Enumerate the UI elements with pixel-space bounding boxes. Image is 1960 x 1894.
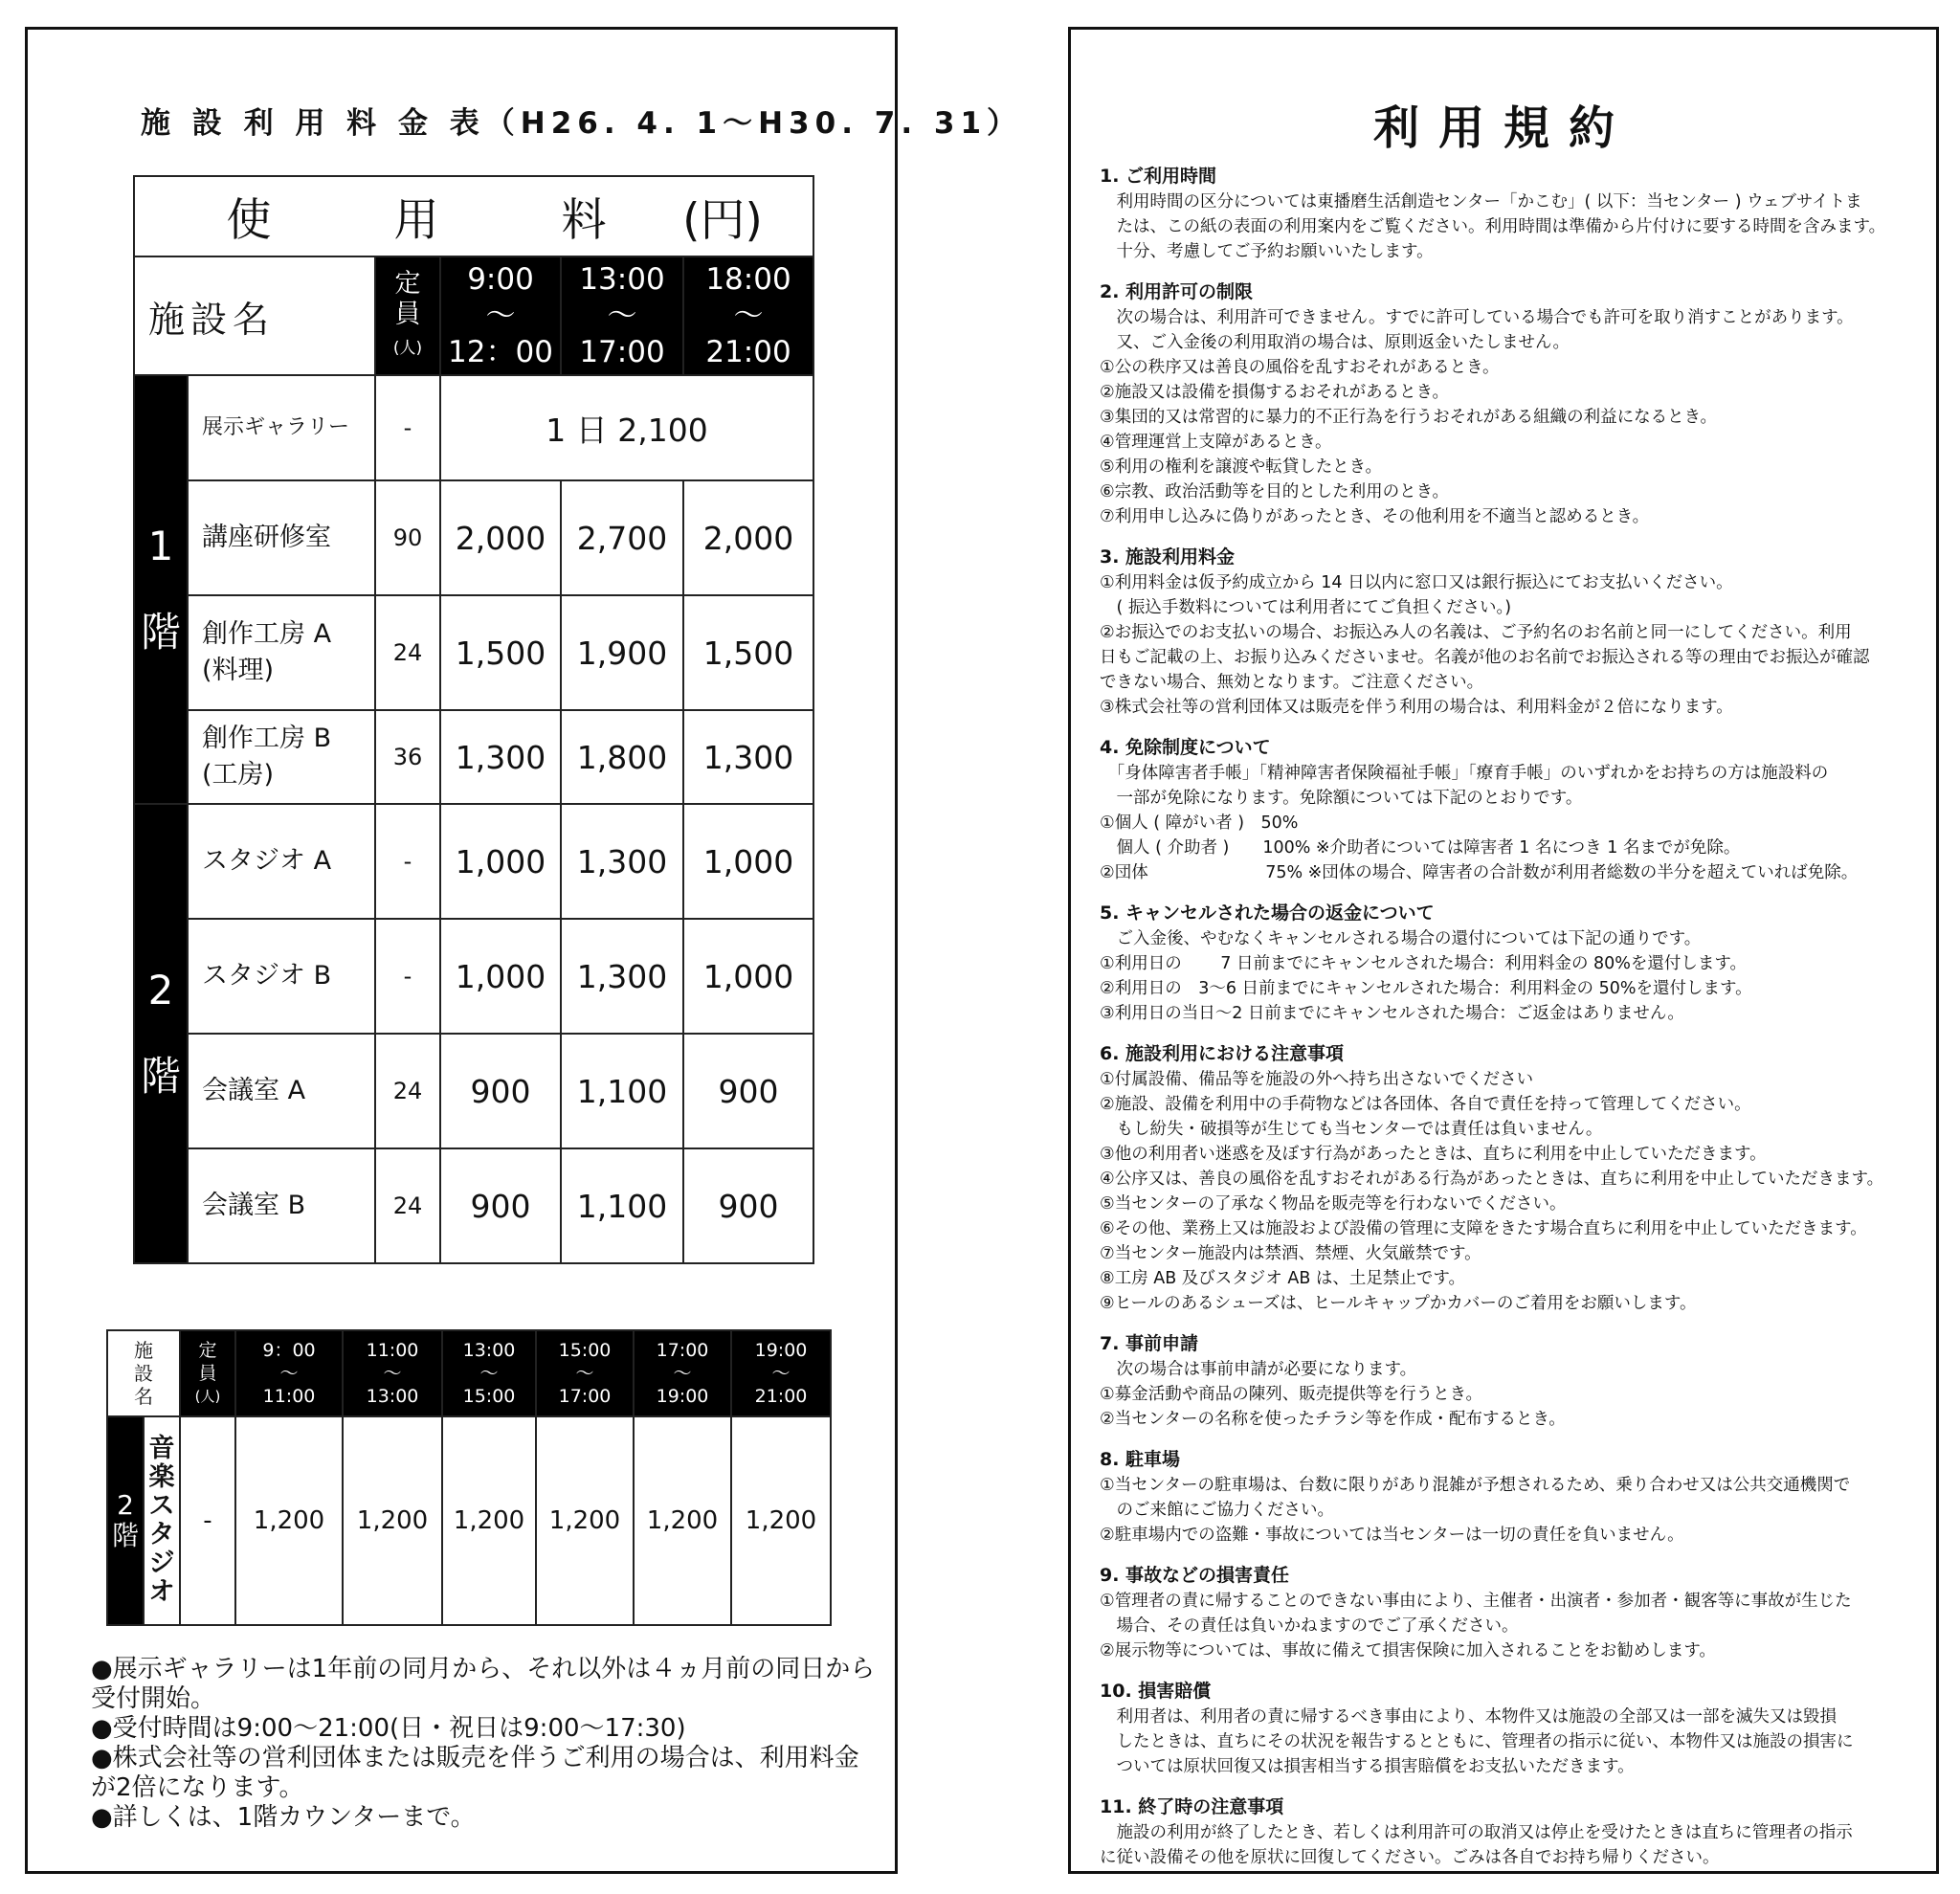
terms-line: ①公の秩序又は善良の風俗を乱すおそれがあるとき。 — [1100, 358, 1500, 377]
terms-line: ③利用日の当日〜2 日前までにキャンセルされた場合：ご返金はありません。 — [1100, 1004, 1684, 1023]
facility-name-main: 創作工房 B — [202, 724, 332, 753]
room-char: 楽 — [148, 1462, 175, 1492]
facility-name-header: 施設名 — [134, 256, 375, 375]
price-cell: 900 — [683, 1148, 813, 1263]
terms-line: ⑤利用の権利を譲渡や転貸したとき。 — [1100, 457, 1382, 477]
slot-header-evening — [683, 256, 813, 375]
slot-tilde: 〜 — [673, 1363, 692, 1384]
floor-number: 2 — [147, 967, 174, 1014]
slot-end: 17:00 — [558, 1386, 612, 1407]
banner-char: 用 — [393, 193, 439, 247]
header-char: 員 — [198, 1363, 217, 1384]
terms-line: ( 振込手数料については利用者にてご負担ください。) — [1100, 598, 1512, 617]
terms-line: ⑤当センターの了承なく物品を販売等を行わないでください。 — [1100, 1194, 1567, 1214]
facility-name — [188, 595, 375, 710]
terms-line: したときは、直ちにその状況を報告するとともに、管理者の指示に従い、本物件又は施設の損害に — [1100, 1732, 1854, 1751]
terms-panel — [1068, 27, 1939, 1874]
banner-char: 使 — [226, 193, 272, 247]
fee-notes — [91, 1655, 895, 1833]
slot-start: 9:00 — [467, 262, 534, 297]
terms-line: ①募金活動や商品の陳列、販売提供等を行うとき。 — [1100, 1385, 1482, 1404]
music-capacity-header — [180, 1330, 235, 1416]
price-cell: 1,000 — [440, 804, 561, 919]
terms-section — [1100, 1794, 1923, 1870]
terms-line: ②駐車場内での盗難・事故については当センターは一切の責任を負いません。 — [1100, 1526, 1684, 1545]
capacity-cell: 36 — [375, 710, 440, 804]
price-cell: 1,300 — [683, 710, 813, 804]
terms-section — [1100, 1563, 1923, 1663]
slot-start: 15:00 — [558, 1340, 612, 1361]
terms-line: ①利用料金は仮予約成立から 14 日以内に窓口又は銀行振込にてお支払いください。 — [1100, 573, 1733, 592]
terms-line: もし紛失・破損等が生じても当センターでは責任は負いません。 — [1100, 1120, 1603, 1139]
terms-line: 十分、考慮してご予約お願いいたします。 — [1100, 242, 1434, 261]
slot-tilde: 〜 — [607, 299, 637, 333]
terms-line: ご入金後、やむなくキャンセルされる場合の還付については下記の通りです。 — [1100, 929, 1702, 948]
banner-char: 料 — [561, 193, 607, 247]
terms-line: ①個人 ( 障がい者 ) 50% — [1100, 813, 1299, 833]
music-slot-header — [235, 1330, 343, 1416]
slot-end: 21:00 — [705, 335, 791, 369]
table-row-gallery — [134, 375, 813, 480]
slot-end: 19:00 — [656, 1386, 709, 1407]
capacity-header-unit: (人) — [392, 338, 423, 358]
capacity-cell: - — [375, 919, 440, 1034]
terms-section-heading: 8. 駐車場 — [1100, 1449, 1181, 1470]
terms-section-heading: 2. 利用許可の制限 — [1100, 281, 1254, 302]
terms-section — [1100, 735, 1923, 885]
slot-start: 17:00 — [656, 1340, 709, 1361]
music-data-row — [107, 1416, 831, 1625]
terms-line: ②施設、設備を利用中の手荷物などは各団体、各自で責任を持って管理してください。 — [1100, 1095, 1751, 1114]
gallery-price-cell: 1 日 2,100 — [440, 375, 813, 480]
terms-section — [1100, 1041, 1923, 1316]
terms-line: 又、ご入金後の利用取消の場合は、原則返金いたしません。 — [1100, 333, 1570, 352]
price-cell: 1,200 — [442, 1416, 536, 1625]
price-cell: 2,000 — [440, 480, 561, 595]
room-char: タ — [148, 1520, 175, 1549]
terms-line: ②展示物等については、事故に備えて損害保険に加入されることをお勧めします。 — [1100, 1641, 1716, 1660]
capacity-cell: 24 — [375, 595, 440, 710]
music-slot-header — [536, 1330, 634, 1416]
floor-label-1f — [134, 375, 188, 804]
price-cell: 1,000 — [440, 919, 561, 1034]
terms-section — [1100, 1679, 1923, 1779]
note-line: ●展示ギャラリーは1年前の同月から、それ以外は４ヵ月前の同日から — [91, 1655, 876, 1683]
note-line: ●詳しくは、1階カウンターまで。 — [91, 1803, 476, 1832]
price-cell: 1,500 — [683, 595, 813, 710]
table-row — [134, 919, 813, 1034]
terms-line: できない場合、無効となります。ご注意ください。 — [1100, 673, 1484, 692]
slot-end: 15:00 — [462, 1386, 516, 1407]
music-facility-header — [107, 1330, 180, 1416]
slot-end: 17:00 — [579, 335, 665, 369]
capacity-header — [375, 256, 440, 375]
music-header-row — [107, 1330, 831, 1416]
terms-line: 日もご記載の上、お振り込みくださいませ。名義が他のお名前でお振込される等の理由でお振込が確認 — [1100, 648, 1870, 667]
price-cell: 1,500 — [440, 595, 561, 710]
capacity-cell: 24 — [375, 1148, 440, 1263]
header-char: 施 — [134, 1339, 153, 1362]
slot-tilde: 〜 — [279, 1363, 299, 1384]
terms-line: ⑨ヒールのあるシューズは、ヒールキャップかカバーのご着用をお願いします。 — [1100, 1294, 1697, 1313]
terms-line: ⑦利用申し込みに偽りがあったとき、その他利用を不適当と認めるとき。 — [1100, 507, 1650, 526]
floor-suffix: 階 — [140, 1053, 181, 1100]
header-unit: (人) — [194, 1388, 221, 1405]
price-cell: 1,200 — [634, 1416, 731, 1625]
table-row — [134, 1034, 813, 1148]
facility-name: スタジオ B — [188, 919, 375, 1034]
price-cell: 1,000 — [683, 804, 813, 919]
terms-section-heading: 1. ご利用時間 — [1100, 166, 1217, 187]
price-cell: 1,300 — [561, 804, 683, 919]
room-char: オ — [148, 1577, 175, 1607]
price-cell: 2,700 — [561, 480, 683, 595]
slot-start: 13:00 — [462, 1340, 516, 1361]
music-studio-name — [144, 1416, 180, 1625]
terms-line: ①利用日の 7 日前までにキャンセルされた場合：利用料金の 80%を還付します。 — [1100, 954, 1748, 973]
capacity-header-line: 定 — [394, 268, 421, 299]
terms-line: 個人 ( 介助者 ) 100% ※介助者については障害者 1 名につき 1 名までが免除。 — [1100, 838, 1741, 858]
terms-section-heading: 3. 施設利用料金 — [1100, 546, 1236, 568]
terms-line: 施設の利用が終了したとき、若しくは利用許可の取消又は停止を受けたときは直ちに管理者の指示 — [1100, 1823, 1853, 1842]
price-cell: 900 — [440, 1034, 561, 1148]
terms-line: 「身体障害者手帳」「精神障害者保険福祉手帳」「療育手帳」のいずれかをお持ちの方は施設料の — [1100, 764, 1829, 783]
terms-line: ⑥その他、業務上又は施設および設備の管理に支障をきたす場合直ちに利用を中止していただきます。 — [1100, 1219, 1867, 1238]
terms-line: 次の場合は事前申請が必要になります。 — [1100, 1360, 1417, 1379]
terms-line: のご来館にご協力ください。 — [1100, 1501, 1334, 1520]
terms-line: ③集団的又は常習的に暴力的不正行為を行うおそれがある組織の利益になるとき。 — [1100, 408, 1717, 427]
table-row — [134, 480, 813, 595]
terms-section-heading: 4. 免除制度について — [1100, 737, 1271, 758]
terms-title: 利用規約 — [1372, 101, 1634, 155]
terms-line: ③株式会社等の営利団体又は販売を伴う利用の場合は、利用料金が２倍になります。 — [1100, 698, 1733, 717]
slot-end: 21:00 — [754, 1386, 808, 1407]
facility-name-main: 創作工房 A — [202, 619, 332, 649]
slot-tilde: 〜 — [733, 299, 764, 333]
floor-number: 1 — [147, 523, 174, 569]
note-line: 受付開始。 — [91, 1684, 216, 1713]
music-studio-fee-table — [106, 1329, 832, 1626]
slot-header-morning — [440, 256, 561, 375]
fee-banner — [134, 176, 813, 256]
music-slot-header — [442, 1330, 536, 1416]
terms-line: ②利用日の 3〜6 日前までにキャンセルされた場合：利用料金の 50%を還付します。 — [1100, 979, 1752, 998]
facility-name: スタジオ A — [188, 804, 375, 919]
price-cell: 1,200 — [343, 1416, 442, 1625]
terms-line: ④公序又は、善良の風俗を乱すおそれがある行為があったときは、直ちに利用を中止していただきます。 — [1100, 1170, 1884, 1189]
price-cell: 900 — [683, 1034, 813, 1148]
price-cell: 900 — [440, 1148, 561, 1263]
terms-line: ④管理運営上支障があるとき。 — [1100, 433, 1332, 452]
slot-start: 18:00 — [705, 262, 791, 297]
slot-end: 11:00 — [262, 1386, 316, 1407]
terms-line: に従い設備その他を原状に回復してください。ごみは各自でお持ち帰りください。 — [1100, 1848, 1720, 1867]
price-cell: 1,100 — [561, 1148, 683, 1263]
table-row — [134, 804, 813, 919]
price-cell: 1,100 — [561, 1034, 683, 1148]
terms-line: 場合、その責任は負いかねますのでご了承ください。 — [1100, 1616, 1519, 1636]
terms-section-heading: 11. 終了時の注意事項 — [1100, 1796, 1284, 1817]
terms-line: ⑥宗教、政治活動等を目的とした利用のとき。 — [1100, 482, 1449, 501]
price-cell: 1,300 — [561, 919, 683, 1034]
price-cell: 1,200 — [536, 1416, 634, 1625]
terms-line: ⑧工房 AB 及びスタジオ AB は、土足禁止です。 — [1100, 1269, 1465, 1288]
terms-line: 一部が免除になります。免除額については下記のとおりです。 — [1100, 789, 1583, 808]
terms-line: ①当センターの駐車場は、台数に限りがあり混雑が予想されるため、乗り合わせ又は公共交通機関で — [1100, 1476, 1851, 1495]
terms-line: ②当センターの名称を使ったチラシ等を作成・配布するとき。 — [1100, 1410, 1566, 1429]
facility-name-sub: (料理) — [202, 656, 275, 685]
music-slot-header — [343, 1330, 442, 1416]
terms-section — [1100, 279, 1923, 529]
price-cell: 2,000 — [683, 480, 813, 595]
slot-end: 13:00 — [366, 1386, 419, 1407]
price-cell: 1,300 — [440, 710, 561, 804]
terms-section — [1100, 901, 1923, 1026]
note-line: ●受付時間は9:00〜21:00(日・祝日は9:00〜17:30) — [91, 1714, 686, 1743]
capacity-cell: 90 — [375, 480, 440, 595]
music-slot-header — [634, 1330, 731, 1416]
terms-line: 次の場合は、利用許可できません。すでに許可している場合でも許可を取り消すことがあります。 — [1100, 308, 1854, 327]
fee-banner-row — [134, 176, 813, 256]
capacity-header-line: 員 — [394, 299, 421, 329]
price-cell: 1,000 — [683, 919, 813, 1034]
room-char: ジ — [148, 1549, 175, 1578]
terms-section-heading: 6. 施設利用における注意事項 — [1100, 1043, 1345, 1064]
price-cell: 1,200 — [731, 1416, 831, 1625]
facility-name: 講座研修室 — [188, 480, 375, 595]
table-row — [134, 1148, 813, 1263]
slot-tilde: 〜 — [383, 1363, 402, 1384]
facility-name: 展示ギャラリー — [188, 375, 375, 480]
slot-start: 11:00 — [366, 1340, 419, 1361]
terms-section-heading: 9. 事故などの損害責任 — [1100, 1565, 1290, 1586]
header-char: 定 — [198, 1340, 217, 1361]
slot-start: 9：00 — [262, 1340, 316, 1361]
slot-end: 12：00 — [448, 335, 553, 369]
terms-section-heading: 10. 損害賠償 — [1100, 1681, 1212, 1702]
slot-start: 19:00 — [754, 1340, 808, 1361]
terms-line: 利用時間の区分については東播磨生活創造センター「かこむ」( 以下：当センター ) ウェブサイトま — [1100, 192, 1862, 212]
price-cell: 1,800 — [561, 710, 683, 804]
terms-section — [1100, 164, 1923, 264]
capacity-cell: 24 — [375, 1034, 440, 1148]
terms-section-heading: 7. 事前申請 — [1100, 1333, 1199, 1354]
capacity-cell: - — [375, 804, 440, 919]
terms-section — [1100, 545, 1923, 720]
room-char: ス — [148, 1491, 175, 1521]
terms-line: ②施設又は設備を損傷するおそれがあるとき。 — [1100, 383, 1449, 402]
slot-tilde: 〜 — [479, 1363, 499, 1384]
floor-number: 2 — [117, 1489, 134, 1521]
floor-label-2f — [134, 804, 188, 1263]
fee-sheet-panel — [25, 27, 1023, 1874]
capacity-cell: - — [180, 1416, 235, 1625]
room-char: 音 — [148, 1434, 175, 1463]
facility-name-sub: (工房) — [202, 760, 275, 790]
terms-section — [1100, 1447, 1923, 1548]
fee-header-row — [134, 256, 813, 375]
music-slot-header — [731, 1330, 831, 1416]
facility-name: 会議室 B — [188, 1148, 375, 1263]
slot-tilde: 〜 — [575, 1363, 594, 1384]
facility-name — [188, 710, 375, 804]
terms-line: ①管理者の責に帰することのできない事由により、主催者・出演者・参加者・観客等に事故が生じた — [1100, 1592, 1852, 1611]
terms-line: 利用者は、利用者の責に帰するべき事由により、本物件又は施設の全部又は一部を滅失又は毀損 — [1100, 1707, 1837, 1727]
slot-tilde: 〜 — [485, 299, 516, 333]
terms-body — [1100, 164, 1923, 1885]
terms-section-heading: 5. キャンセルされた場合の返金について — [1100, 902, 1435, 924]
floor-suffix: 階 — [140, 609, 181, 656]
terms-line: ③他の利用者い迷惑を及ぼす行為があったときは、直ちに利用を中止していただきます。 — [1100, 1145, 1767, 1164]
price-cell: 1,200 — [235, 1416, 343, 1625]
banner-char: (円) — [682, 193, 763, 247]
fee-sheet-title: 施 設 利 用 料 金 表（H26. 4. 1〜H30. 7. 31） — [141, 106, 1023, 141]
terms-line: ②団体 75% ※団体の場合、障害者の合計数が利用者総数の半分を超えていれば免除。 — [1100, 863, 1859, 882]
slot-header-afternoon — [561, 256, 683, 375]
slot-tilde: 〜 — [771, 1363, 791, 1384]
terms-section — [1100, 1331, 1923, 1432]
main-fee-table — [133, 175, 814, 1264]
music-floor-label — [107, 1416, 144, 1625]
note-line: ●株式会社等の営利団体または販売を伴うご利用の場合は、利用料金 — [91, 1744, 859, 1772]
capacity-cell: - — [375, 375, 440, 480]
price-cell: 1,900 — [561, 595, 683, 710]
table-row — [134, 595, 813, 710]
table-row — [134, 710, 813, 804]
terms-line: ついては原状回復又は損害相当する損害賠償をお支払いただきます。 — [1100, 1757, 1635, 1776]
header-char: 名 — [134, 1385, 153, 1408]
terms-line: ②お振込でのお支払いの場合、お振込み人の名義は、ご予約名のお名前と同一にしてください。利用 — [1100, 623, 1852, 642]
header-char: 設 — [134, 1362, 153, 1385]
terms-line: たは、この紙の表面の利用案内をご覧ください。利用時間は準備から片付けに要する時間を含みます。 — [1100, 217, 1886, 236]
terms-line: ⑦当センター施設内は禁酒、禁煙、火気厳禁です。 — [1100, 1244, 1481, 1263]
terms-line: ①付属設備、備品等を施設の外へ持ち出さないでください — [1100, 1070, 1534, 1089]
facility-name: 会議室 A — [188, 1034, 375, 1148]
note-line: が2倍になります。 — [91, 1773, 304, 1802]
floor-suffix: 階 — [111, 1520, 139, 1551]
slot-start: 13:00 — [579, 262, 665, 297]
